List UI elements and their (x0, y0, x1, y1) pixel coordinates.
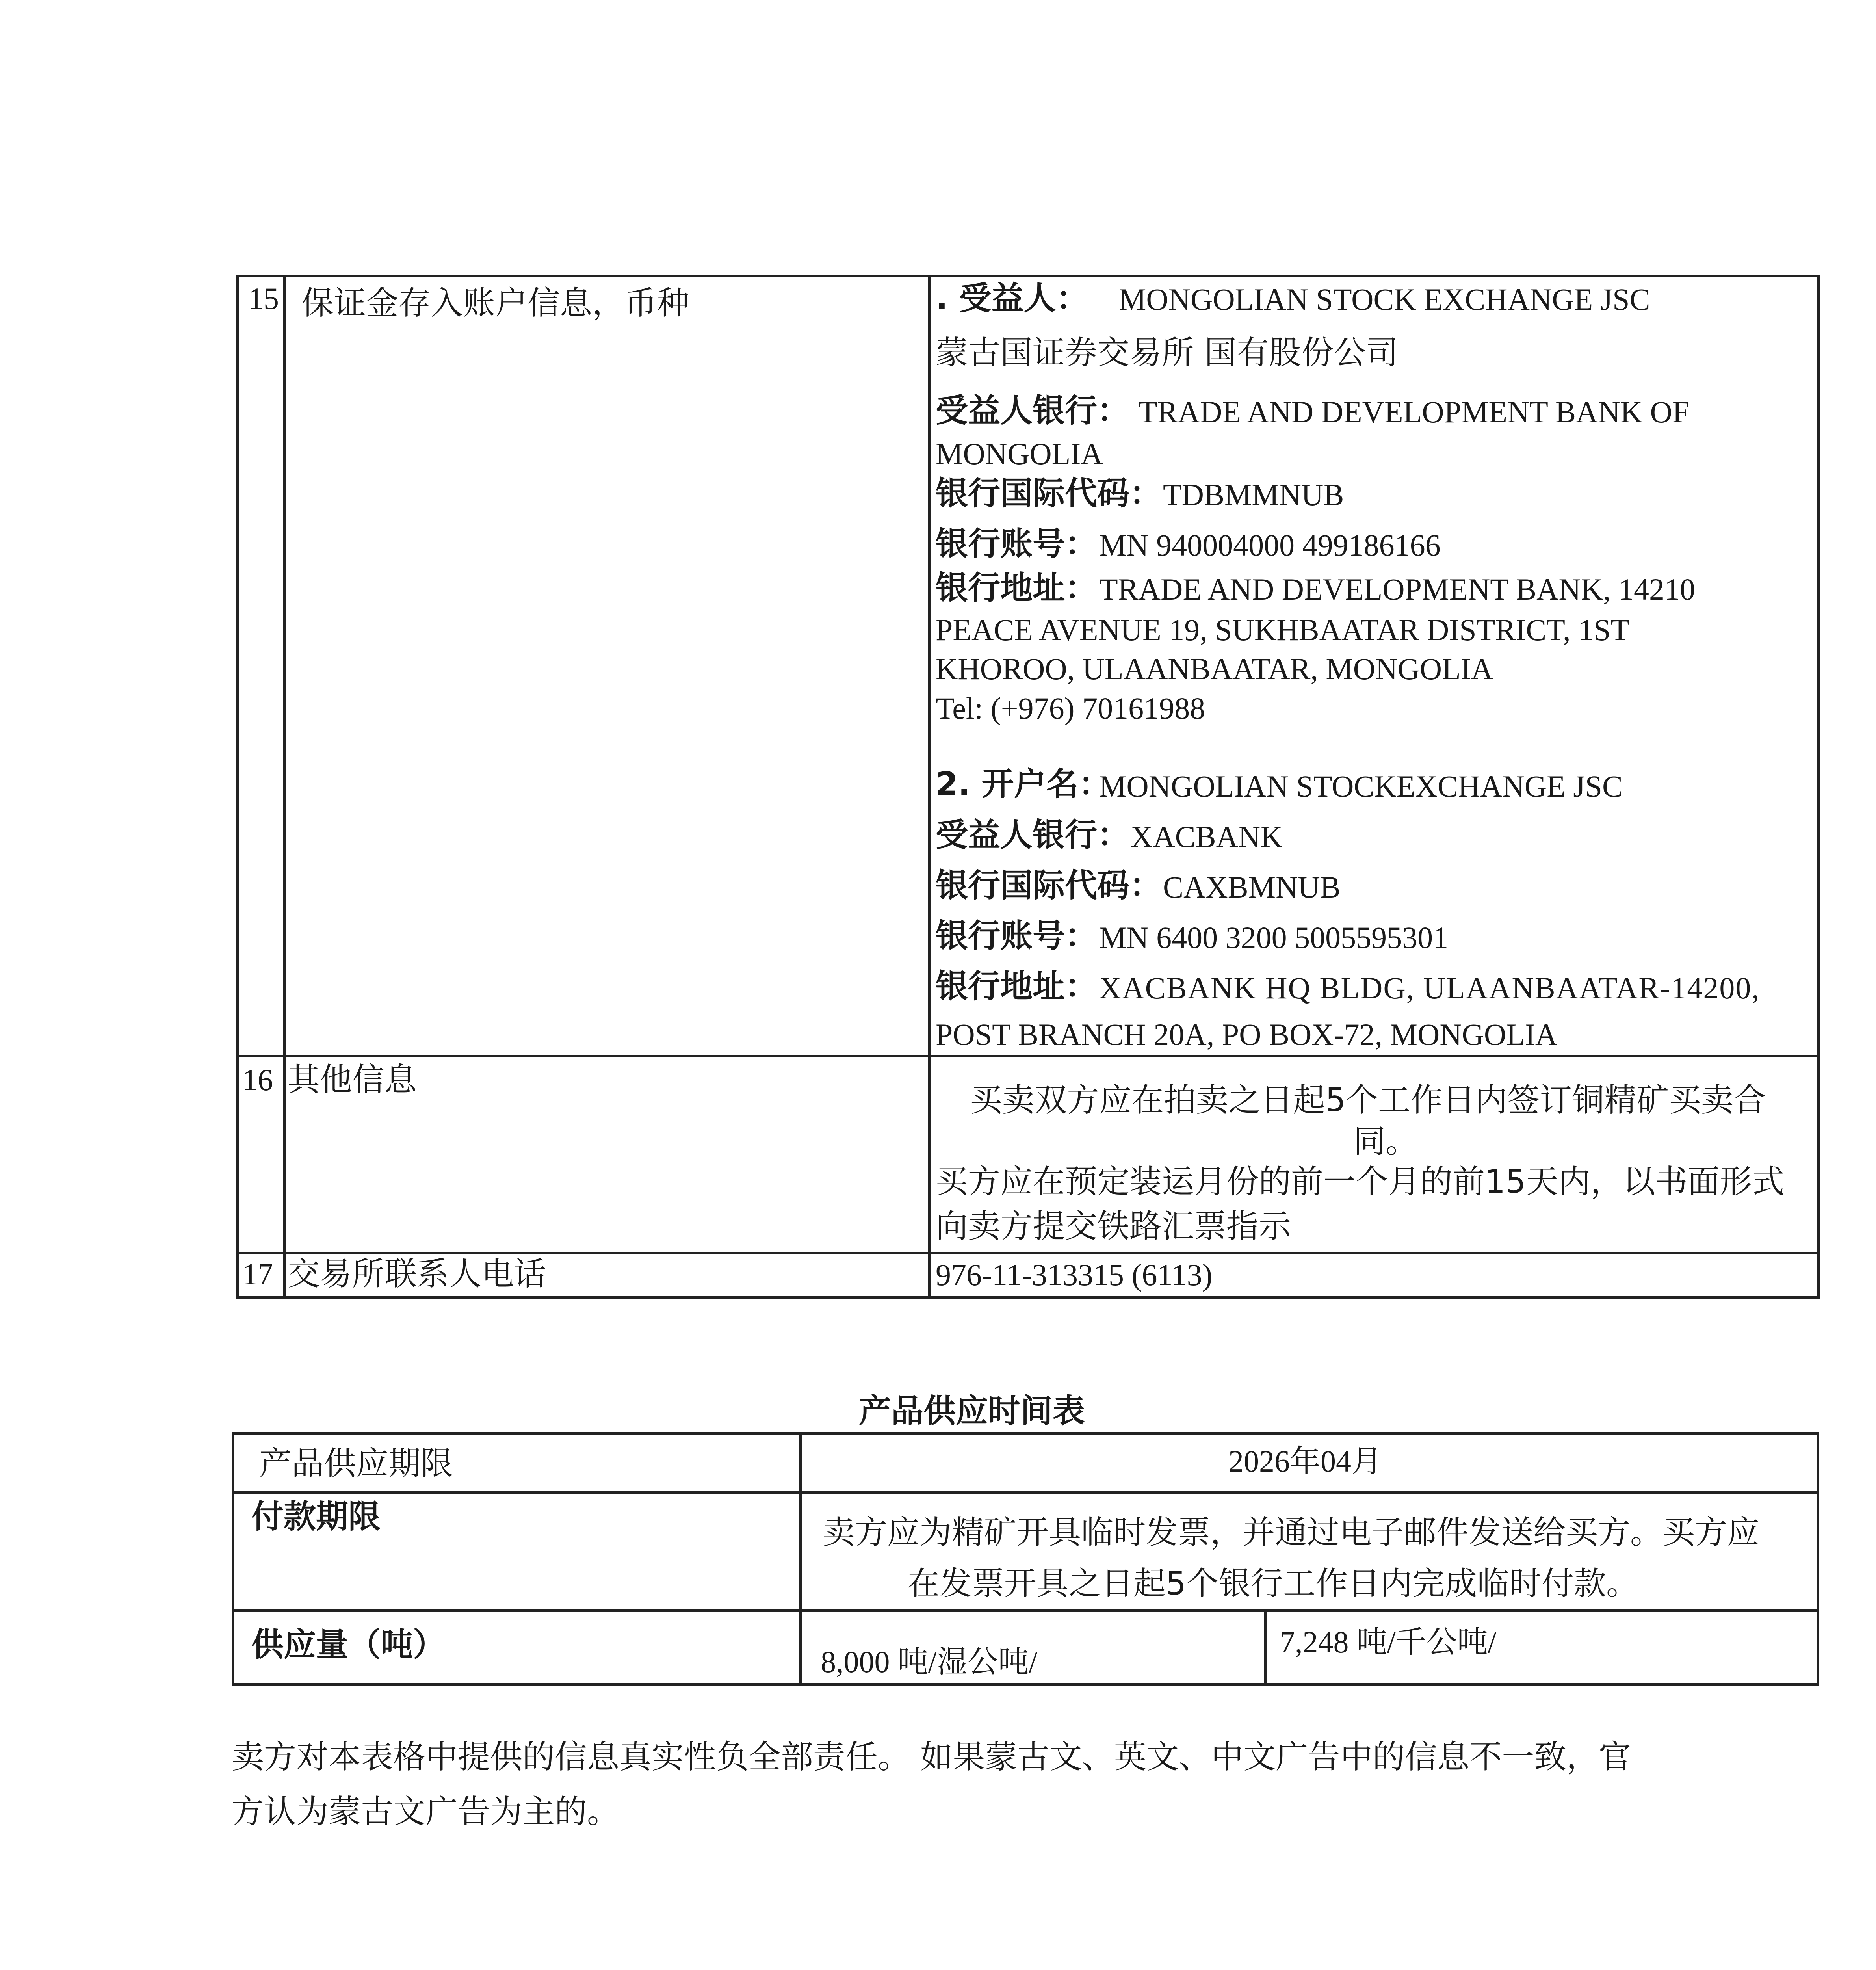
supply-quantity-dry: 7,248 吨/千公吨/ (1280, 1625, 1497, 1659)
holder-value: MONGOLIAN STOCKEXCHANGE JSC (1099, 769, 1623, 803)
contact-phone-value: 976-11-313315 (6113) (936, 1258, 1213, 1292)
bank-value-line2: MONGOLIA (936, 437, 1103, 471)
bank2-label: 受益人银行： (936, 816, 1130, 854)
swift-label: 银行国际代码： (936, 475, 1162, 512)
beneficiary-label: . 受益人： (936, 280, 1088, 317)
bank-address-line2: PEACE AVENUE 19, SUKHBAATAR DISTRICT, 1ST (936, 613, 1630, 647)
account-number-value: MN 940004000 499186166 (1099, 528, 1441, 562)
row-label-deposit-account: 保证金存入账户信息，币种 (301, 284, 689, 322)
row-label-contact-phone: 交易所联系人电话 (288, 1255, 546, 1293)
supply-period-label: 产品供应期限 (259, 1445, 453, 1482)
account-info-table (236, 275, 1820, 1299)
other-info-line3: 买方应在预定装运月份的前一个月的前15天内，以书面形式 (936, 1163, 1785, 1201)
bank2-address-label: 银行地址： (936, 968, 1098, 1005)
swift2-value: CAXBMNUB (1163, 870, 1341, 904)
holder-label: 2. 开户名： (936, 766, 1111, 803)
other-info-line1: 买卖双方应在拍卖之日起5个工作日内签订铜精矿买卖合 (970, 1082, 1766, 1119)
other-info-line4: 向卖方提交铁路汇票指示 (936, 1208, 1291, 1245)
schedule-title: 产品供应时间表 (859, 1392, 1085, 1430)
bank-address-line3: KHOROO, ULAANBAATAR, MONGOLIA (936, 652, 1493, 686)
supply-schedule-table (232, 1432, 1819, 1686)
bank-tel: Tel: (+976) 70161988 (936, 691, 1205, 725)
beneficiary-value: MONGOLIAN STOCK EXCHANGE JSC (1119, 282, 1650, 316)
bank2-address-line2: POST BRANCH 20A, PO BOX-72, MONGOLIA (936, 1017, 1558, 1052)
beneficiary-cn-name: 蒙古国证券交易所 国有股份公司 (936, 334, 1399, 372)
row-number: 17 (242, 1257, 273, 1291)
disclaimer-line1: 卖方对本表格中提供的信息真实性负全部责任。 如果蒙古文、英文、中文广告中的信息不一致，官 (232, 1738, 1631, 1776)
account2-number-value: MN 6400 3200 5005595301 (1099, 920, 1449, 955)
bank-address-label: 银行地址： (936, 569, 1098, 607)
disclaimer-line2: 方认为蒙古文广告为主的。 (232, 1793, 620, 1831)
supply-period-value: 2026年04月 (1228, 1444, 1382, 1478)
payment-term-line2: 在发票开具之日起5个银行工作日内完成临时付款。 (907, 1565, 1639, 1602)
row-label-other-info: 其他信息 (288, 1061, 417, 1098)
swift-value: TDBMMNUB (1163, 478, 1344, 512)
row-number: 16 (242, 1063, 273, 1097)
bank-label: 受益人银行： (936, 392, 1130, 429)
supply-quantity-wet: 8,000 吨/湿公吨/ (821, 1645, 1038, 1679)
supply-quantity-label: 供应量（吨） (251, 1626, 446, 1663)
account-number-label: 银行账号： (936, 525, 1098, 563)
bank2-address-line1: XACBANK HQ BLDG, ULAANBAATAR-14200, (1099, 971, 1760, 1005)
disclaimer-note (232, 1730, 1768, 1840)
payment-term-label: 付款期限 (251, 1498, 381, 1535)
bank-value: TRADE AND DEVELOPMENT BANK OF (1139, 395, 1690, 429)
bank-address-line1: TRADE AND DEVELOPMENT BANK, 14210 (1099, 572, 1696, 606)
account2-number-label: 银行账号： (936, 917, 1098, 955)
row-number: 15 (248, 281, 279, 316)
other-info-line2: 同。 (1353, 1123, 1418, 1160)
bank2-value: XACBANK (1131, 820, 1283, 854)
swift2-label: 银行国际代码： (936, 867, 1162, 904)
payment-term-line1: 卖方应为精矿开具临时发票，并通过电子邮件发送给买方。买方应 (823, 1514, 1760, 1551)
